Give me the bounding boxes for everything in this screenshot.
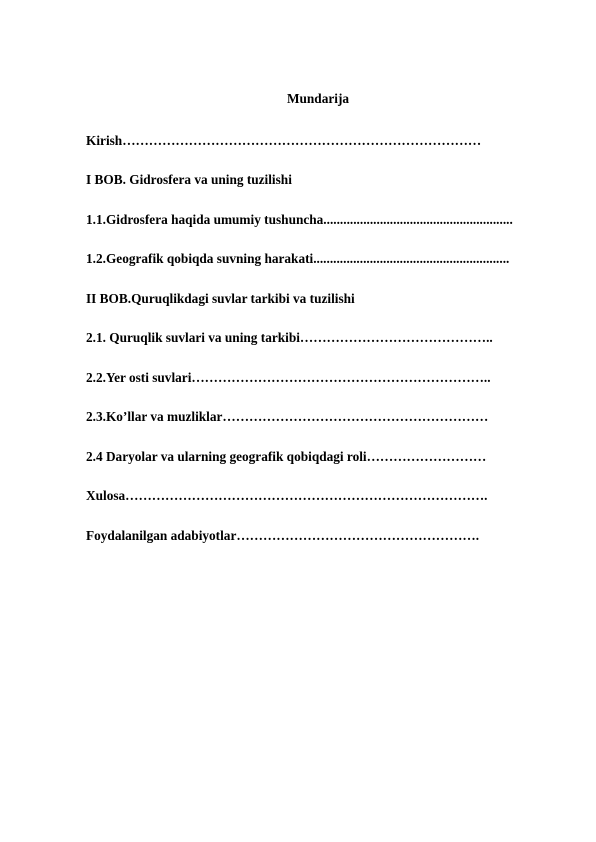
toc-item-adabiyotlar: Foydalanilgan adabiyotlar……………………………………………….	[86, 528, 480, 543]
toc-item-xulosa: Xulosa……………………………………………………………………….	[86, 488, 488, 503]
toc-item-2-4: 2.4 Daryolar va ularning geografik qobiqdagi roli………………………	[86, 449, 487, 464]
toc-item-kirish: Kirish………………………………………………………………………	[86, 133, 482, 148]
toc-item-2-3: 2.3.Ko’llar va muzliklar……………………………………………………	[86, 409, 489, 424]
toc-item-2-2: 2.2.Yer osti suvlari…………………………………………………………..	[86, 370, 491, 385]
toc-item-2-1: 2.1. Quruqlik suvlari va uning tarkibi……………………………………..	[86, 330, 493, 345]
toc-item-1-1: 1.1.Gidrosfera haqida umumiy tushuncha.........................................................	[86, 212, 513, 227]
toc-item-bob-1: I BOB. Gidrosfera va uning tuzilishi	[86, 172, 292, 187]
toc-item-bob-2: II BOB.Quruqlikdagi suvlar tarkibi va tuzilishi	[86, 291, 355, 306]
toc-item-1-2: 1.2.Geografik qobiqda suvning harakati...........................................................	[86, 251, 510, 266]
page-title: Mundarija	[286, 91, 350, 106]
